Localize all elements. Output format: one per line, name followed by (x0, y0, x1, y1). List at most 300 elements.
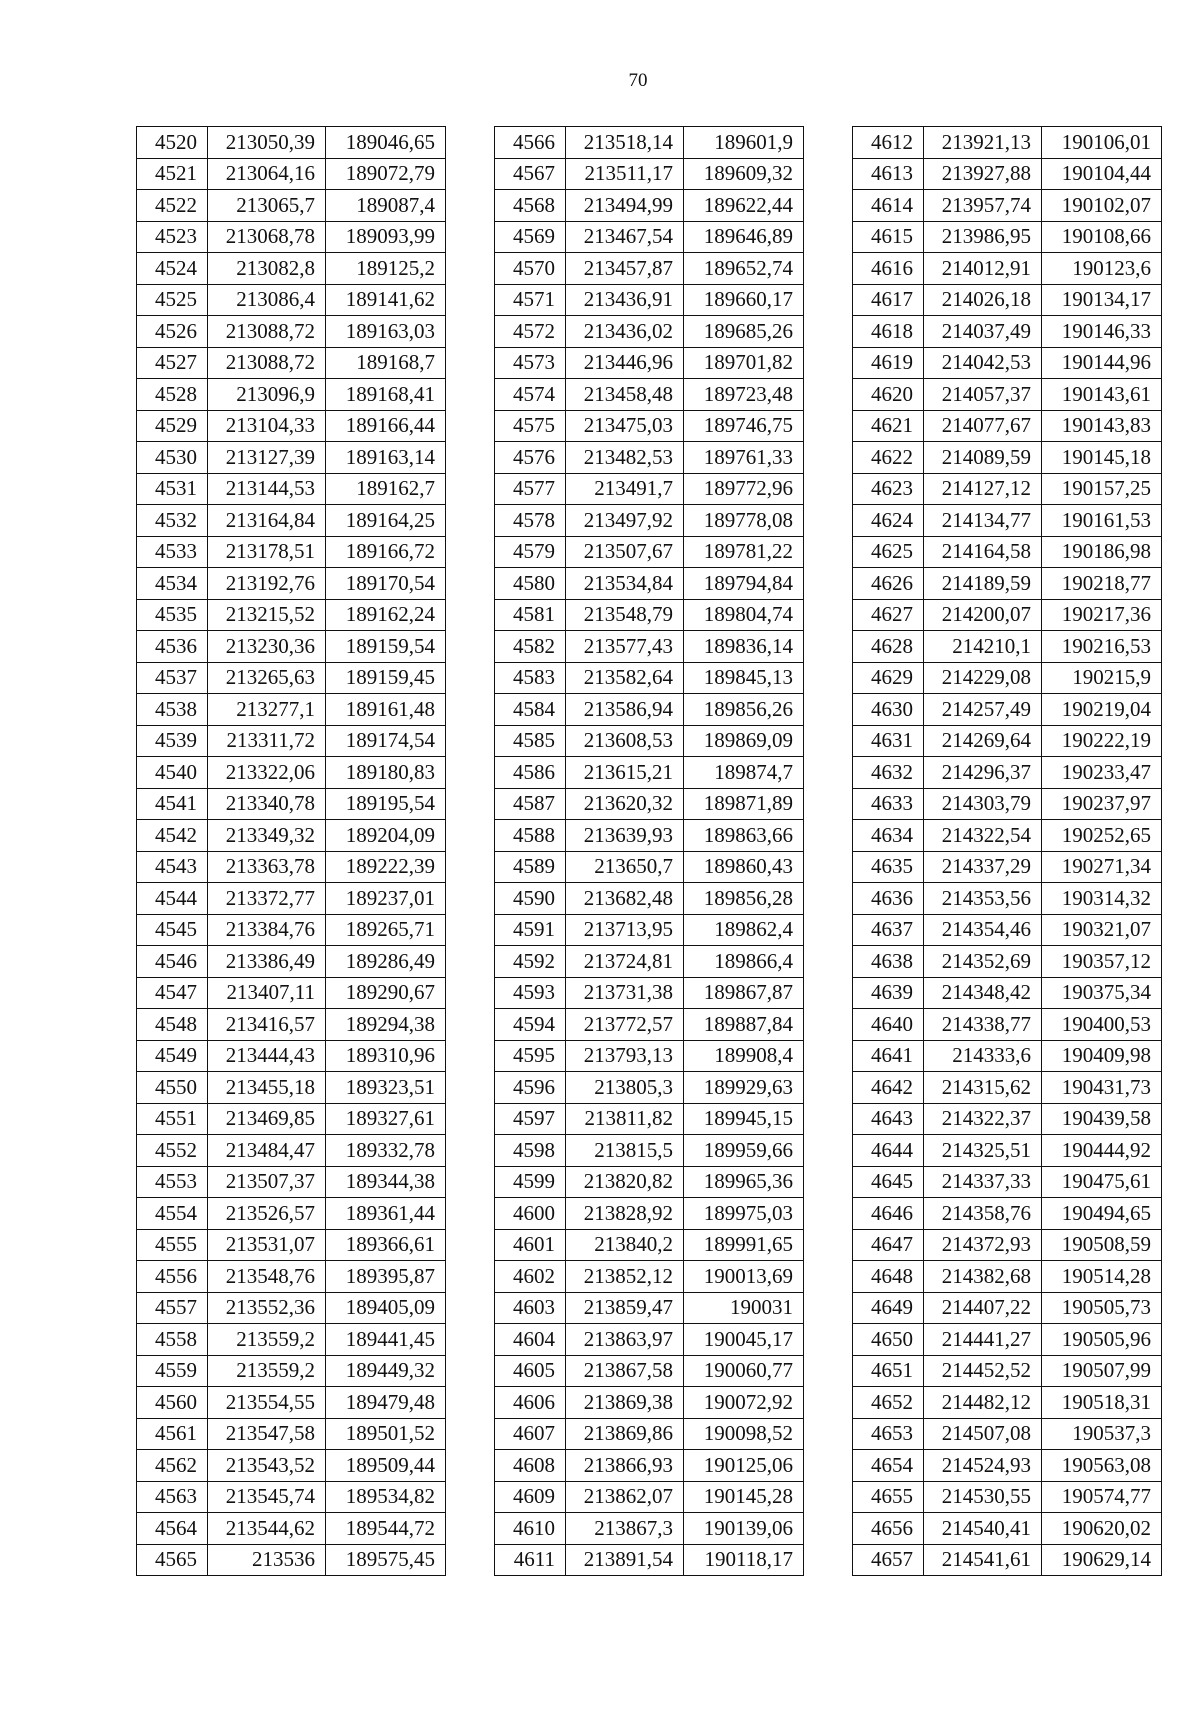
y-coordinate-cell: 190145,28 (684, 1481, 804, 1513)
table-row (137, 1135, 446, 1167)
y-coordinate-cell: 189087,4 (326, 190, 446, 222)
x-coordinate-cell: 214322,54 (924, 820, 1042, 852)
y-coordinate-cell: 190118,17 (684, 1544, 804, 1576)
x-coordinate-cell: 214530,55 (924, 1481, 1042, 1513)
y-coordinate-cell: 189265,71 (326, 914, 446, 946)
table-row (495, 1009, 804, 1041)
table-row (137, 505, 446, 537)
y-coordinate-cell: 189405,09 (326, 1292, 446, 1324)
point-number-cell: 4570 (495, 253, 566, 285)
y-coordinate-cell: 190106,01 (1042, 127, 1162, 159)
x-coordinate-cell: 213650,7 (566, 851, 684, 883)
y-coordinate-cell: 190102,07 (1042, 190, 1162, 222)
point-number-cell: 4633 (853, 788, 924, 820)
x-coordinate-cell: 214407,22 (924, 1292, 1042, 1324)
table-row (853, 127, 1162, 159)
x-coordinate-cell: 214507,08 (924, 1418, 1042, 1450)
x-coordinate-cell: 213436,02 (566, 316, 684, 348)
table-row (495, 1229, 804, 1261)
table-row (137, 410, 446, 442)
x-coordinate-cell: 213384,76 (208, 914, 326, 946)
point-number-cell: 4614 (853, 190, 924, 222)
point-number-cell: 4653 (853, 1418, 924, 1450)
point-number-cell: 4604 (495, 1324, 566, 1356)
table-row (137, 379, 446, 411)
y-coordinate-cell: 190013,69 (684, 1261, 804, 1293)
point-number-cell: 4560 (137, 1387, 208, 1419)
point-number-cell: 4574 (495, 379, 566, 411)
point-number-cell: 4603 (495, 1292, 566, 1324)
point-number-cell: 4524 (137, 253, 208, 285)
point-number-cell: 4535 (137, 599, 208, 631)
y-coordinate-cell: 190252,65 (1042, 820, 1162, 852)
table-row (495, 662, 804, 694)
y-coordinate-cell: 190098,52 (684, 1418, 804, 1450)
table-row (137, 1040, 446, 1072)
y-coordinate-cell: 189646,89 (684, 221, 804, 253)
x-coordinate-cell: 214057,37 (924, 379, 1042, 411)
table-row (853, 757, 1162, 789)
point-number-cell: 4611 (495, 1544, 566, 1576)
x-coordinate-cell: 213559,2 (208, 1355, 326, 1387)
point-number-cell: 4598 (495, 1135, 566, 1167)
x-coordinate-cell: 213192,76 (208, 568, 326, 600)
x-coordinate-cell: 213086,4 (208, 284, 326, 316)
x-coordinate-cell: 213867,3 (566, 1513, 684, 1545)
table-row (853, 599, 1162, 631)
y-coordinate-cell: 189327,61 (326, 1103, 446, 1135)
x-coordinate-cell: 214482,12 (924, 1387, 1042, 1419)
y-coordinate-cell: 189161,48 (326, 694, 446, 726)
x-coordinate-cell: 214452,52 (924, 1355, 1042, 1387)
x-coordinate-cell: 213507,37 (208, 1166, 326, 1198)
x-coordinate-cell: 213534,84 (566, 568, 684, 600)
point-number-cell: 4526 (137, 316, 208, 348)
y-coordinate-cell: 189836,14 (684, 631, 804, 663)
point-number-cell: 4606 (495, 1387, 566, 1419)
y-coordinate-cell: 189660,17 (684, 284, 804, 316)
table-row (495, 253, 804, 285)
table-row (137, 599, 446, 631)
x-coordinate-cell: 214354,46 (924, 914, 1042, 946)
x-coordinate-cell: 214077,67 (924, 410, 1042, 442)
point-number-cell: 4607 (495, 1418, 566, 1450)
point-number-cell: 4601 (495, 1229, 566, 1261)
table-row (137, 536, 446, 568)
point-number-cell: 4624 (853, 505, 924, 537)
table-row (137, 347, 446, 379)
point-number-cell: 4555 (137, 1229, 208, 1261)
point-number-cell: 4616 (853, 253, 924, 285)
y-coordinate-cell: 189509,44 (326, 1450, 446, 1482)
y-coordinate-cell: 189863,66 (684, 820, 804, 852)
x-coordinate-cell: 214382,68 (924, 1261, 1042, 1293)
x-coordinate-cell: 213322,06 (208, 757, 326, 789)
point-number-cell: 4617 (853, 284, 924, 316)
point-number-cell: 4533 (137, 536, 208, 568)
point-number-cell: 4575 (495, 410, 566, 442)
x-coordinate-cell: 213852,12 (566, 1261, 684, 1293)
table-row (853, 410, 1162, 442)
y-coordinate-cell: 189869,09 (684, 725, 804, 757)
point-number-cell: 4567 (495, 158, 566, 190)
y-coordinate-cell: 190514,28 (1042, 1261, 1162, 1293)
y-coordinate-cell: 189125,2 (326, 253, 446, 285)
x-coordinate-cell: 213096,9 (208, 379, 326, 411)
y-coordinate-cell: 190108,66 (1042, 221, 1162, 253)
table-row (853, 221, 1162, 253)
table-row (495, 1261, 804, 1293)
y-coordinate-cell: 189170,54 (326, 568, 446, 600)
x-coordinate-cell: 213559,2 (208, 1324, 326, 1356)
table-row (495, 851, 804, 883)
point-number-cell: 4655 (853, 1481, 924, 1513)
y-coordinate-cell: 190400,53 (1042, 1009, 1162, 1041)
y-coordinate-cell: 189652,74 (684, 253, 804, 285)
table-row (853, 788, 1162, 820)
point-number-cell: 4527 (137, 347, 208, 379)
x-coordinate-cell: 213050,39 (208, 127, 326, 159)
y-coordinate-cell: 190143,83 (1042, 410, 1162, 442)
table-row (495, 127, 804, 159)
y-coordinate-cell: 190505,96 (1042, 1324, 1162, 1356)
x-coordinate-cell: 213178,51 (208, 536, 326, 568)
x-coordinate-cell: 213867,58 (566, 1355, 684, 1387)
point-number-cell: 4520 (137, 127, 208, 159)
table-row (495, 820, 804, 852)
y-coordinate-cell: 189166,72 (326, 536, 446, 568)
table-row (137, 820, 446, 852)
table-row (137, 316, 446, 348)
y-coordinate-cell: 189180,83 (326, 757, 446, 789)
table-row (495, 1450, 804, 1482)
x-coordinate-cell: 213386,49 (208, 946, 326, 978)
y-coordinate-cell: 190216,53 (1042, 631, 1162, 663)
table-row (495, 757, 804, 789)
x-coordinate-cell: 213511,17 (566, 158, 684, 190)
point-number-cell: 4537 (137, 662, 208, 694)
x-coordinate-cell: 214269,64 (924, 725, 1042, 757)
x-coordinate-cell: 213543,52 (208, 1450, 326, 1482)
x-coordinate-cell: 213068,78 (208, 221, 326, 253)
point-number-cell: 4569 (495, 221, 566, 253)
y-coordinate-cell: 190145,18 (1042, 442, 1162, 474)
y-coordinate-cell: 190134,17 (1042, 284, 1162, 316)
x-coordinate-cell: 214127,12 (924, 473, 1042, 505)
point-number-cell: 4580 (495, 568, 566, 600)
x-coordinate-cell: 213311,72 (208, 725, 326, 757)
y-coordinate-cell: 189310,96 (326, 1040, 446, 1072)
point-number-cell: 4541 (137, 788, 208, 820)
point-number-cell: 4576 (495, 442, 566, 474)
y-coordinate-cell: 189804,74 (684, 599, 804, 631)
table-row (495, 505, 804, 537)
y-coordinate-cell: 189867,87 (684, 977, 804, 1009)
table-row (495, 1166, 804, 1198)
y-coordinate-cell: 189361,44 (326, 1198, 446, 1230)
table-row (495, 1072, 804, 1104)
point-number-cell: 4639 (853, 977, 924, 1009)
y-coordinate-cell: 190125,06 (684, 1450, 804, 1482)
x-coordinate-cell: 213497,92 (566, 505, 684, 537)
point-number-cell: 4610 (495, 1513, 566, 1545)
point-number-cell: 4588 (495, 820, 566, 852)
y-coordinate-cell: 189746,75 (684, 410, 804, 442)
point-number-cell: 4534 (137, 568, 208, 600)
x-coordinate-cell: 213531,07 (208, 1229, 326, 1261)
table-row (495, 284, 804, 316)
y-coordinate-cell: 189174,54 (326, 725, 446, 757)
point-number-cell: 4530 (137, 442, 208, 474)
point-number-cell: 4568 (495, 190, 566, 222)
point-number-cell: 4564 (137, 1513, 208, 1545)
x-coordinate-cell: 213639,93 (566, 820, 684, 852)
point-number-cell: 4609 (495, 1481, 566, 1513)
x-coordinate-cell: 214026,18 (924, 284, 1042, 316)
x-coordinate-cell: 214012,91 (924, 253, 1042, 285)
point-number-cell: 4602 (495, 1261, 566, 1293)
x-coordinate-cell: 213724,81 (566, 946, 684, 978)
x-coordinate-cell: 213144,53 (208, 473, 326, 505)
table-row (495, 631, 804, 663)
table-row (853, 190, 1162, 222)
table-row (495, 977, 804, 1009)
y-coordinate-cell: 189163,03 (326, 316, 446, 348)
y-coordinate-cell: 189866,4 (684, 946, 804, 978)
x-coordinate-cell: 214315,62 (924, 1072, 1042, 1104)
point-number-cell: 4583 (495, 662, 566, 694)
y-coordinate-cell: 190060,77 (684, 1355, 804, 1387)
x-coordinate-cell: 214337,33 (924, 1166, 1042, 1198)
x-coordinate-cell: 213863,97 (566, 1324, 684, 1356)
y-coordinate-cell: 189366,61 (326, 1229, 446, 1261)
y-coordinate-cell: 189575,45 (326, 1544, 446, 1576)
x-coordinate-cell: 214200,07 (924, 599, 1042, 631)
table-row (853, 820, 1162, 852)
y-coordinate-cell: 189794,84 (684, 568, 804, 600)
y-coordinate-cell: 190574,77 (1042, 1481, 1162, 1513)
table-row (495, 1198, 804, 1230)
y-coordinate-cell: 189162,24 (326, 599, 446, 631)
y-coordinate-cell: 189601,9 (684, 127, 804, 159)
table-row (853, 914, 1162, 946)
y-coordinate-cell: 189685,26 (684, 316, 804, 348)
point-number-cell: 4630 (853, 694, 924, 726)
point-number-cell: 4525 (137, 284, 208, 316)
table-row (853, 316, 1162, 348)
y-coordinate-cell: 189874,7 (684, 757, 804, 789)
y-coordinate-cell: 189929,63 (684, 1072, 804, 1104)
x-coordinate-cell: 213682,48 (566, 883, 684, 915)
x-coordinate-cell: 214189,59 (924, 568, 1042, 600)
table-row (137, 1450, 446, 1482)
y-coordinate-cell: 189237,01 (326, 883, 446, 915)
y-coordinate-cell: 189845,13 (684, 662, 804, 694)
x-coordinate-cell: 213444,43 (208, 1040, 326, 1072)
y-coordinate-cell: 190217,36 (1042, 599, 1162, 631)
table-row (495, 316, 804, 348)
table-row (495, 1481, 804, 1513)
x-coordinate-cell: 214358,76 (924, 1198, 1042, 1230)
point-number-cell: 4595 (495, 1040, 566, 1072)
x-coordinate-cell: 213815,5 (566, 1135, 684, 1167)
x-coordinate-cell: 213577,43 (566, 631, 684, 663)
table-row (495, 536, 804, 568)
y-coordinate-cell: 190222,19 (1042, 725, 1162, 757)
point-number-cell: 4649 (853, 1292, 924, 1324)
point-number-cell: 4581 (495, 599, 566, 631)
y-coordinate-cell: 190505,73 (1042, 1292, 1162, 1324)
y-coordinate-cell: 190620,02 (1042, 1513, 1162, 1545)
point-number-cell: 4589 (495, 851, 566, 883)
y-coordinate-cell: 190143,61 (1042, 379, 1162, 411)
table-row (853, 473, 1162, 505)
point-number-cell: 4563 (137, 1481, 208, 1513)
y-coordinate-cell: 189204,09 (326, 820, 446, 852)
point-number-cell: 4557 (137, 1292, 208, 1324)
point-number-cell: 4546 (137, 946, 208, 978)
coordinate-table-2 (494, 126, 804, 1576)
y-coordinate-cell: 189772,96 (684, 473, 804, 505)
y-coordinate-cell: 189332,78 (326, 1135, 446, 1167)
point-number-cell: 4651 (853, 1355, 924, 1387)
coordinate-table-1 (136, 126, 446, 1576)
point-number-cell: 4635 (853, 851, 924, 883)
table-row (495, 190, 804, 222)
x-coordinate-cell: 213986,95 (924, 221, 1042, 253)
y-coordinate-cell: 190439,58 (1042, 1103, 1162, 1135)
point-number-cell: 4605 (495, 1355, 566, 1387)
table-row (853, 1009, 1162, 1041)
point-number-cell: 4542 (137, 820, 208, 852)
y-coordinate-cell: 189609,32 (684, 158, 804, 190)
x-coordinate-cell: 213536 (208, 1544, 326, 1576)
table-row (853, 662, 1162, 694)
x-coordinate-cell: 213731,38 (566, 977, 684, 1009)
point-number-cell: 4548 (137, 1009, 208, 1041)
point-number-cell: 4582 (495, 631, 566, 663)
x-coordinate-cell: 213518,14 (566, 127, 684, 159)
x-coordinate-cell: 213811,82 (566, 1103, 684, 1135)
table-row (853, 347, 1162, 379)
table-row (137, 631, 446, 663)
table-row (137, 1072, 446, 1104)
table-row (137, 1418, 446, 1450)
y-coordinate-cell: 189168,7 (326, 347, 446, 379)
x-coordinate-cell: 213921,13 (924, 127, 1042, 159)
point-number-cell: 4632 (853, 757, 924, 789)
x-coordinate-cell: 213277,1 (208, 694, 326, 726)
table-row (137, 851, 446, 883)
x-coordinate-cell: 213828,92 (566, 1198, 684, 1230)
y-coordinate-cell: 190237,97 (1042, 788, 1162, 820)
page-number: 70 (628, 70, 648, 91)
table-row (495, 1418, 804, 1450)
table-row (853, 1355, 1162, 1387)
point-number-cell: 4594 (495, 1009, 566, 1041)
x-coordinate-cell: 214372,93 (924, 1229, 1042, 1261)
y-coordinate-cell: 189544,72 (326, 1513, 446, 1545)
point-number-cell: 4539 (137, 725, 208, 757)
point-number-cell: 4550 (137, 1072, 208, 1104)
x-coordinate-cell: 213065,7 (208, 190, 326, 222)
x-coordinate-cell: 214333,6 (924, 1040, 1042, 1072)
y-coordinate-cell: 190409,98 (1042, 1040, 1162, 1072)
x-coordinate-cell: 213446,96 (566, 347, 684, 379)
y-coordinate-cell: 189195,54 (326, 788, 446, 820)
x-coordinate-cell: 213484,47 (208, 1135, 326, 1167)
point-number-cell: 4625 (853, 536, 924, 568)
x-coordinate-cell: 213436,91 (566, 284, 684, 316)
point-number-cell: 4544 (137, 883, 208, 915)
table-row (495, 788, 804, 820)
point-number-cell: 4584 (495, 694, 566, 726)
point-number-cell: 4559 (137, 1355, 208, 1387)
point-number-cell: 4586 (495, 757, 566, 789)
x-coordinate-cell: 213552,36 (208, 1292, 326, 1324)
x-coordinate-cell: 214348,42 (924, 977, 1042, 1009)
table-row (137, 1009, 446, 1041)
y-coordinate-cell: 189093,99 (326, 221, 446, 253)
table-row (495, 1355, 804, 1387)
y-coordinate-cell: 189965,36 (684, 1166, 804, 1198)
x-coordinate-cell: 214441,27 (924, 1324, 1042, 1356)
table-row (853, 631, 1162, 663)
table-row (137, 1103, 446, 1135)
y-coordinate-cell: 190321,07 (1042, 914, 1162, 946)
y-coordinate-cell: 189856,26 (684, 694, 804, 726)
y-coordinate-cell: 189395,87 (326, 1261, 446, 1293)
table-row (853, 1292, 1162, 1324)
table-row (137, 1198, 446, 1230)
point-number-cell: 4552 (137, 1135, 208, 1167)
point-number-cell: 4600 (495, 1198, 566, 1230)
x-coordinate-cell: 213372,77 (208, 883, 326, 915)
table-row (495, 1513, 804, 1545)
table-row (853, 1103, 1162, 1135)
table-row (137, 1229, 446, 1261)
x-coordinate-cell: 213457,87 (566, 253, 684, 285)
table-row (137, 757, 446, 789)
table-row (137, 1387, 446, 1419)
point-number-cell: 4521 (137, 158, 208, 190)
y-coordinate-cell: 189479,48 (326, 1387, 446, 1419)
table-row (853, 1229, 1162, 1261)
y-coordinate-cell: 189159,45 (326, 662, 446, 694)
point-number-cell: 4579 (495, 536, 566, 568)
point-number-cell: 4613 (853, 158, 924, 190)
table-row (853, 1198, 1162, 1230)
x-coordinate-cell: 214322,37 (924, 1103, 1042, 1135)
point-number-cell: 4592 (495, 946, 566, 978)
y-coordinate-cell: 190144,96 (1042, 347, 1162, 379)
table-row (137, 788, 446, 820)
table-row (495, 410, 804, 442)
table-row (853, 1387, 1162, 1419)
y-coordinate-cell: 190104,44 (1042, 158, 1162, 190)
table-row (137, 977, 446, 1009)
x-coordinate-cell: 213458,48 (566, 379, 684, 411)
point-number-cell: 4647 (853, 1229, 924, 1261)
y-coordinate-cell: 189856,28 (684, 883, 804, 915)
x-coordinate-cell: 214352,69 (924, 946, 1042, 978)
y-coordinate-cell: 189294,38 (326, 1009, 446, 1041)
x-coordinate-cell: 214037,49 (924, 316, 1042, 348)
y-coordinate-cell: 189164,25 (326, 505, 446, 537)
table-row (495, 473, 804, 505)
y-coordinate-cell: 190375,34 (1042, 977, 1162, 1009)
x-coordinate-cell: 213127,39 (208, 442, 326, 474)
